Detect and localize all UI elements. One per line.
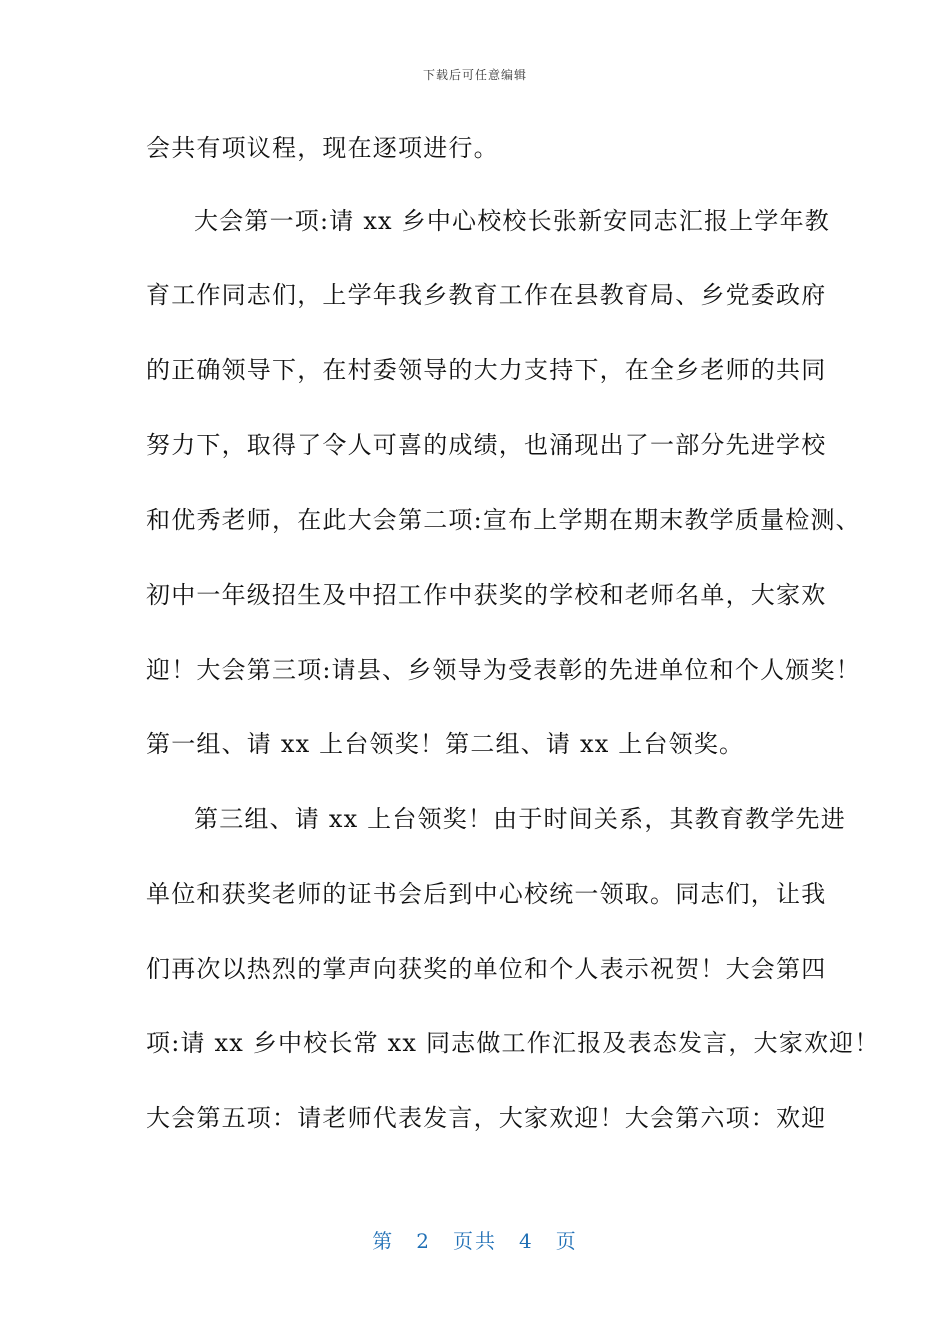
total-page-count: 4 xyxy=(519,1229,534,1253)
body-line: 单位和获奖老师的证书会后到中心校统一领取。同志们，让我 xyxy=(146,880,827,908)
body-line: 第一组、请 xx 上台领奖！第二组、请 xx 上台领奖。 xyxy=(146,730,745,758)
body-line: 的正确领导下，在村委领导的大力支持下，在全乡老师的共同 xyxy=(146,356,827,384)
body-line: 迎！大会第三项:请县、乡领导为受表彰的先进单位和个人颁奖！ xyxy=(146,656,861,684)
current-page-number: 2 xyxy=(416,1229,431,1253)
footer-suffix: 页 xyxy=(555,1229,578,1253)
body-line: 们再次以热烈的掌声向获奖的单位和个人表示祝贺！大会第四 xyxy=(146,955,827,983)
body-line: 努力下，取得了令人可喜的成绩，也涌现出了一部分先进学校 xyxy=(146,431,827,459)
footer-middle: 页共 xyxy=(453,1229,497,1253)
body-line: 会共有项议程，现在逐项进行。 xyxy=(146,134,499,162)
footer-prefix: 第 xyxy=(372,1229,395,1253)
body-line: 大会第一项:请 xx 乡中心校校长张新安同志汇报上学年教 xyxy=(194,207,831,235)
body-line: 大会第五项：请老师代表发言，大家欢迎！大会第六项：欢迎 xyxy=(146,1104,827,1132)
body-line: 育工作同志们，上学年我乡教育工作在县教育局、乡党委政府 xyxy=(146,281,827,309)
body-line: 和优秀老师，在此大会第二项:宣布上学期在期末教学质量检测、 xyxy=(146,506,861,534)
body-line: 初中一年级招生及中招工作中获奖的学校和老师名单，大家欢 xyxy=(146,581,827,609)
body-line: 第三组、请 xx 上台领奖！由于时间关系，其教育教学先进 xyxy=(194,805,846,833)
body-line: 项:请 xx 乡中校长常 xx 同志做工作汇报及表态发言，大家欢迎！ xyxy=(146,1029,880,1057)
page-number-footer xyxy=(0,1225,950,1254)
header-note: 下载后可任意编辑 xyxy=(422,68,527,82)
